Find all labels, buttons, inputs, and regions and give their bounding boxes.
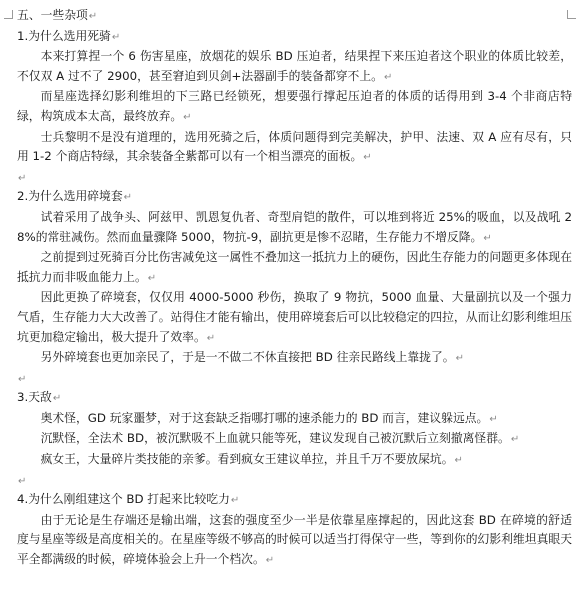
paragraph-mark-icon: ↵ bbox=[123, 192, 133, 204]
paragraph-text: 本来打算捏一个 6 伤害星座，放烟花的娱乐 BD 压迫者，结果捏下来压迫者这个职业的体质比较差，不仅双 A 过不了 2900，甚至窘迫到贝剑+法器副手的装备都穿不上。 bbox=[17, 49, 572, 83]
paragraph-mark-icon: ↵ bbox=[206, 332, 216, 344]
paragraph-mark-icon: ↵ bbox=[18, 373, 27, 385]
paragraph-mark-icon: ↵ bbox=[265, 555, 275, 567]
paragraph-mark-icon: ↵ bbox=[147, 272, 157, 284]
body-paragraph bbox=[17, 47, 572, 87]
paragraph-text: 2.为什么选用碎境套 bbox=[17, 189, 123, 204]
paragraph-text: 疯女王，大量碎片类技能的亲爹。看到疯女王建议单拉，并且千万不要放屎坑。 bbox=[40, 452, 454, 467]
body-paragraph bbox=[17, 288, 572, 348]
paragraph-mark-icon: ↵ bbox=[454, 455, 463, 467]
empty-paragraph bbox=[17, 369, 572, 389]
paragraph-text: 1.为什么选用死骑 bbox=[17, 28, 111, 43]
paragraph-mark-icon: ↵ bbox=[455, 353, 464, 365]
margin-corner-right bbox=[567, 10, 576, 19]
paragraph-text: 4.为什么刚组建这个 BD 打起来比较吃力 bbox=[17, 492, 230, 507]
paragraph-text: 沉默怪，全法术 BD，被沉默吸不上血就只能等死，建议发现自己被沉默后立刻撤离怪群。 bbox=[40, 431, 510, 446]
section-heading bbox=[17, 187, 572, 208]
section-heading bbox=[17, 388, 572, 409]
section-heading bbox=[17, 490, 572, 511]
body-paragraph bbox=[17, 87, 572, 127]
empty-paragraph bbox=[17, 168, 572, 188]
document-body bbox=[17, 6, 572, 571]
body-paragraph bbox=[17, 208, 572, 248]
paragraph-mark-icon: ↵ bbox=[18, 475, 27, 487]
body-paragraph bbox=[17, 128, 572, 168]
paragraph-text: 3.天敌 bbox=[17, 390, 52, 405]
paragraph-mark-icon: ↵ bbox=[111, 31, 121, 43]
paragraph-text: 试着采用了战争头、阿兹甲、凯恩复仇者、奇型肩铠的散件，可以堆到将近 25%的吸血，以及战吼 28%的常驻减伤。然而血量骤降 5000，物抗-9，副抗更是惨不忍睹，生存能力不增反降。 bbox=[17, 209, 572, 244]
paragraph-mark-icon: ↵ bbox=[230, 495, 240, 507]
body-paragraph bbox=[17, 429, 572, 450]
body-paragraph bbox=[17, 248, 572, 288]
empty-paragraph bbox=[17, 471, 572, 491]
body-paragraph bbox=[17, 450, 572, 471]
margin-corner-left bbox=[4, 10, 13, 19]
paragraph-text: 因此更换了碎境套，仅仅用 4000-5000 秒伤，换取了 9 物抗，5000 血量、大量副抗以及一个强力气盾，生存能力大大改善了。站得住才能有输出，使用碎境套后可以比较稳定的四拉，从而让幻影利维坦压坑更加稳定输出，极大提升了效率。 bbox=[17, 290, 572, 344]
body-paragraph bbox=[17, 409, 572, 430]
paragraph-mark-icon: ↵ bbox=[88, 11, 98, 22]
paragraph-mark-icon: ↵ bbox=[52, 393, 62, 405]
body-paragraph bbox=[17, 348, 572, 369]
paragraph-text: 而星座选择幻影利维坦的下三路已经锁死，想要强行撑起压迫者的体质的话得用到 3-4 个非商店特绿，构筑成本太高，最终放弃。 bbox=[17, 89, 572, 123]
paragraph-text: 另外碎境套也更加亲民了，于是一不做二不休直接把 BD 往亲民路线上靠拢了。 bbox=[40, 350, 455, 365]
section-heading bbox=[17, 6, 572, 27]
paragraph-text: 之前提到过死骑百分比伤害减免这一属性不叠加这一抵抗力上的硬伤，因此生存能力的问题更多体现在抵抗力而非吸血能力上。 bbox=[17, 250, 572, 284]
paragraph-mark-icon: ↵ bbox=[363, 152, 372, 164]
paragraph-text: 奥术怪，GD 玩家噩梦，对于这套缺乏指哪打哪的速杀能力的 BD 而言，建议躲远点。 bbox=[40, 410, 489, 425]
paragraph-mark-icon: ↵ bbox=[383, 71, 393, 83]
paragraph-text: 士兵黎明不是没有道理的，选用死骑之后，体质问题得到完美解决，护甲、法速、双 A 应有尽有，只用 1-2 个商店特绿，其余装备全紫都可以有一个相当漂亮的面板。 bbox=[17, 129, 572, 164]
body-paragraph bbox=[17, 511, 572, 571]
paragraph-mark-icon: ↵ bbox=[510, 434, 520, 446]
paragraph-text: 五、一些杂项 bbox=[17, 8, 88, 22]
section-heading bbox=[17, 27, 572, 48]
paragraph-mark-icon: ↵ bbox=[18, 172, 27, 184]
paragraph-text: 由于无论是生存端还是输出端，这套的强度至少一半是依靠星座撑起的，因此这套 BD 在碎境的舒适度与星座等级是高度相关的。在星座等级不够高的时候可以适当打得保守一些，等到你的幻影利维坦真眼天平全都满级的时候，碎境体验会上升一个档次。 bbox=[17, 512, 572, 567]
paragraph-mark-icon: ↵ bbox=[489, 413, 498, 425]
paragraph-mark-icon: ↵ bbox=[483, 232, 492, 244]
paragraph-mark-icon: ↵ bbox=[183, 111, 192, 123]
